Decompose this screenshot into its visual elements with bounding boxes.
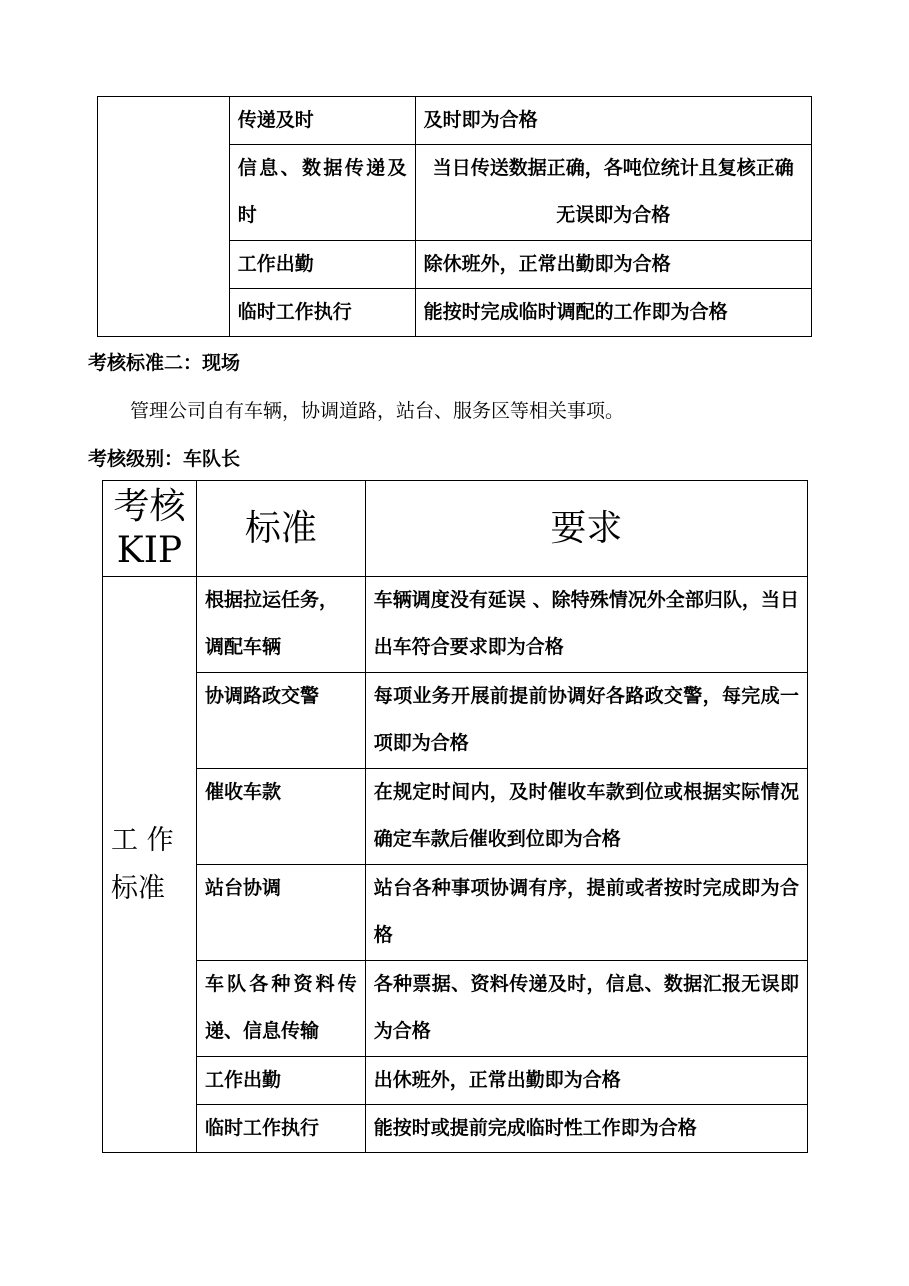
assessment-table-2 — [102, 480, 808, 1153]
table-cell-item: 临时工作执行 — [196, 1105, 365, 1153]
table-cell-item: 信息、数据传递及时 — [229, 145, 415, 241]
table-cell-requirement: 除休班外，正常出勤即为合格 — [415, 241, 811, 289]
section-description: 管理公司自有车辆，协调道路，站台、服务区等相关事项。 — [130, 400, 625, 422]
merged-empty-cell — [98, 97, 230, 337]
assessment-level: 考核级别：车队长 — [88, 448, 241, 470]
header-requirement: 要求 — [365, 481, 807, 577]
header-kip: 考核KIP — [103, 481, 197, 577]
table-cell-item: 车队各种资料传递、信息传输 — [196, 961, 365, 1057]
table-cell-requirement: 出休班外，正常出勤即为合格 — [365, 1057, 807, 1105]
assessment-table-1 — [97, 96, 812, 337]
table-cell-requirement: 在规定时间内，及时催收车款到位或根据实际情况确定车款后催收到位即为合格 — [365, 769, 807, 865]
table-cell-requirement: 当日传送数据正确，各吨位统计且复核正确无误即为合格 — [415, 145, 811, 241]
table-cell-requirement: 能按时完成临时调配的工作即为合格 — [415, 289, 811, 337]
table-cell-requirement: 各种票据、资料传递及时，信息、数据汇报无误即为合格 — [365, 961, 807, 1057]
table-cell-item: 工作出勤 — [196, 1057, 365, 1105]
table-cell-item: 根据拉运任务，调配车辆 — [196, 577, 365, 673]
table-cell-requirement: 每项业务开展前提前协调好各路政交警，每完成一项即为合格 — [365, 673, 807, 769]
table-cell-item: 站台协调 — [196, 865, 365, 961]
table-cell-requirement: 车辆调度没有延误 、除特殊情况外全部归队，当日出车符合要求即为合格 — [365, 577, 807, 673]
table-cell-item: 临时工作执行 — [229, 289, 415, 337]
table-cell-requirement: 及时即为合格 — [415, 97, 811, 145]
table-cell-item: 传递及时 — [229, 97, 415, 145]
category-cell: 工 作标准 — [103, 577, 197, 1153]
header-standard: 标准 — [196, 481, 365, 577]
table-cell-item: 催收车款 — [196, 769, 365, 865]
section-title: 考核标准二：现场 — [88, 352, 241, 374]
table-cell-item: 工作出勤 — [229, 241, 415, 289]
table-cell-requirement: 站台各种事项协调有序，提前或者按时完成即为合格 — [365, 865, 807, 961]
table-cell-item: 协调路政交警 — [196, 673, 365, 769]
table-cell-requirement: 能按时或提前完成临时性工作即为合格 — [365, 1105, 807, 1153]
